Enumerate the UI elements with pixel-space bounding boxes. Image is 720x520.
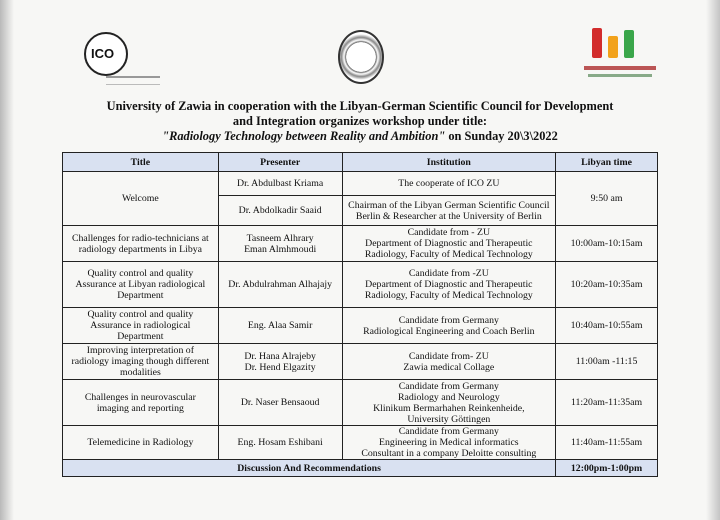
cell-presenter — [218, 226, 342, 262]
table-row-final — [63, 460, 658, 477]
council-logo-bar-red — [592, 28, 602, 58]
institution-line: Candidate from Germany — [398, 380, 499, 392]
page-edge-shadow-right — [706, 0, 720, 520]
title-line: Department — [117, 331, 164, 342]
council-logo — [584, 22, 656, 84]
institution-line: University Göttingen — [407, 413, 491, 425]
header-time: Libyan time — [556, 153, 658, 172]
presenter-line: Dr. Hend Elgazity — [244, 361, 316, 373]
cell-title — [63, 226, 219, 262]
workshop-title: "Radiology Technology between Reality and Ambition" — [162, 129, 446, 143]
institution-line: Consultant in a company Deloitte consulting — [361, 448, 537, 459]
title-line: radiology departments in Libya — [78, 243, 202, 255]
cell-institution — [342, 426, 556, 460]
header-presenter: Presenter — [218, 153, 342, 172]
title-line: radiology imaging though different — [71, 356, 210, 367]
title-line: Challenges in neurovascular — [84, 391, 196, 403]
table-row — [63, 426, 658, 460]
table-row — [63, 172, 658, 196]
institution-line: Radiology, Faculty of Medical Technology — [364, 290, 533, 301]
workshop-date: on Sunday 20\3\2022 — [445, 129, 558, 143]
cell-institution — [342, 196, 556, 226]
title-line: Quality control and quality — [87, 268, 194, 279]
council-logo-bar-green — [624, 30, 634, 58]
cell-time: 10:00am-10:15am — [556, 226, 658, 262]
cell-time: 10:20am-10:35am — [556, 262, 658, 308]
institution-line: Candidate from - ZU — [407, 227, 491, 238]
cell-title — [63, 262, 219, 308]
table-row — [63, 308, 658, 344]
institution-line: Department of Diagnostic and Therapeutic — [365, 279, 533, 290]
presenter-line: Tasneem Alhrary — [246, 232, 314, 244]
cell-time: 9:50 am — [556, 172, 658, 226]
cell-institution — [342, 226, 556, 262]
university-seal-logo — [338, 30, 382, 82]
cell-title: Welcome — [63, 172, 219, 226]
cell-title: Telemedicine in Radiology — [63, 426, 219, 460]
cell-presenter: Eng. Alaa Samir — [218, 308, 342, 344]
institution-line: Klinikum Bermarhahen Reinkenheide, — [373, 402, 525, 414]
council-logo-mark — [592, 28, 642, 58]
institution-line: Candidate from Germany — [398, 314, 499, 326]
institution-line: Radiology, Faculty of Medical Technology — [364, 249, 533, 260]
title-line: Department — [117, 290, 164, 301]
cell-presenter: Dr. Abdolkadir Saaid — [218, 196, 342, 226]
agenda-table — [62, 152, 658, 477]
cell-time: 11:00am -11:15 — [556, 344, 658, 380]
cell-institution — [342, 344, 556, 380]
presenter-line: Dr. Hana Alrajeby — [244, 350, 316, 362]
cell-time: 12:00pm-1:00pm — [556, 460, 658, 477]
table-header-row — [63, 153, 658, 172]
ico-logo — [78, 22, 156, 84]
title-line: Challenges for radio-technicians at — [71, 232, 209, 244]
title-line: Quality control and quality — [87, 309, 194, 320]
title-line: Improving interpretation of — [86, 345, 194, 356]
institution-line: Zawia medical Collage — [403, 361, 495, 373]
institution-line: Candidate from -ZU — [408, 268, 489, 279]
cell-presenter: Eng. Hosam Eshibani — [218, 426, 342, 460]
cell-time: 11:20am-11:35am — [556, 380, 658, 426]
council-logo-arabic-text — [584, 66, 656, 70]
cell-discussion: Discussion And Recommendations — [63, 460, 556, 477]
institution-line: Candidate from- ZU — [408, 350, 489, 362]
cell-title — [63, 308, 219, 344]
table-row — [63, 226, 658, 262]
council-logo-caption — [588, 74, 652, 77]
cell-title — [63, 380, 219, 426]
cell-institution: The cooperate of ICO ZU — [342, 172, 556, 196]
institution-line: Engineering in Medical informatics — [379, 437, 519, 448]
title-line: Assurance at Libyan radiological — [75, 279, 206, 290]
cell-presenter — [218, 344, 342, 380]
ico-logo-caption-lines — [106, 76, 160, 85]
page-edge-shadow-left — [0, 0, 14, 520]
university-seal-icon — [338, 30, 384, 84]
cell-presenter: Dr. Abdulbast Kriama — [218, 172, 342, 196]
institution-line: Radiology and Neurology — [397, 391, 500, 403]
cell-institution — [342, 308, 556, 344]
header-title: Title — [63, 153, 219, 172]
title-line: modalities — [119, 367, 161, 378]
cell-institution — [342, 262, 556, 308]
council-logo-bar-orange — [608, 36, 618, 58]
institution-line: Department of Diagnostic and Therapeutic — [365, 238, 533, 249]
ico-logo-text: ICO — [91, 46, 115, 61]
cell-presenter: Dr. Naser Bensaoud — [218, 380, 342, 426]
presenter-line: Eman Almhmoudi — [244, 243, 317, 255]
cell-institution — [342, 380, 556, 426]
title-line: imaging and reporting — [96, 402, 184, 414]
heading-line-3 — [70, 129, 650, 144]
page-heading — [70, 99, 650, 144]
heading-line-2: and Integration organizes workshop under title: — [232, 114, 488, 128]
title-line: Assurance in radiological — [90, 320, 191, 331]
table-row — [63, 380, 658, 426]
institution-line: Chairman of the Libyan German Scientific Council — [348, 199, 550, 211]
cell-title — [63, 344, 219, 380]
institution-line: Berlin & Researcher at the University of Berlin — [355, 210, 542, 222]
header-institution: Institution — [342, 153, 556, 172]
institution-line: Candidate from Germany — [398, 426, 499, 437]
cell-time: 10:40am-10:55am — [556, 308, 658, 344]
heading-line-1: University of Zawia in cooperation with the Libyan-German Scientific Council for Development — [106, 99, 614, 113]
table-row — [63, 262, 658, 308]
cell-presenter: Dr. Abdulrahman Alhajajy — [218, 262, 342, 308]
table-row — [63, 344, 658, 380]
institution-line: Radiological Engineering and Coach Berlin — [363, 325, 535, 337]
cell-time: 11:40am-11:55am — [556, 426, 658, 460]
